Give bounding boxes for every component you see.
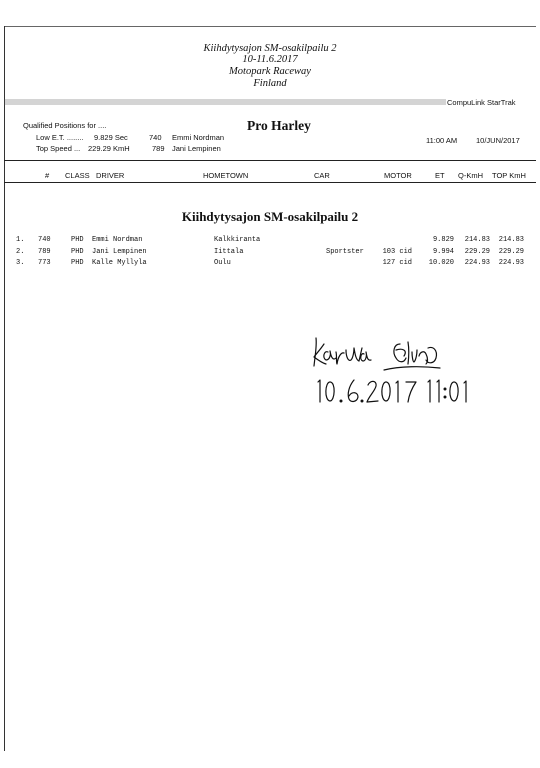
low-et-driver: Emmi Nordman <box>172 133 225 142</box>
row-class: PHD <box>71 236 84 244</box>
report-time: 11:00 AM <box>426 136 458 145</box>
row-topkmh: 214.83 <box>498 236 524 244</box>
row-qkmh: 214.83 <box>464 236 490 244</box>
row-qkmh: 224.93 <box>464 259 490 267</box>
row-motor: 127 cid <box>382 259 412 267</box>
row-hometown: Kalkkiranta <box>214 236 261 244</box>
row-driver: Emmi Nordman <box>92 236 143 244</box>
timing-system: CompuLink StarTrak <box>447 98 516 107</box>
row-car: Sportster <box>326 248 364 256</box>
dotted-separator <box>4 99 446 105</box>
col-topkmh: TOP KmH <box>492 171 526 180</box>
row-hometown: Oulu <box>214 259 231 267</box>
row-class: PHD <box>71 259 84 267</box>
row-topkmh: 224.93 <box>498 259 524 267</box>
row-pos: 1. <box>16 236 25 244</box>
header-rule-top <box>4 160 536 161</box>
handwritten-signature <box>300 330 470 410</box>
col-num: # <box>45 171 50 180</box>
col-class: CLASS <box>65 171 90 180</box>
section-title: Kiihdytysajon SM-osakilpailu 2 <box>181 209 359 224</box>
col-qkmh: Q-KmH <box>458 171 483 180</box>
row-pos: 3. <box>16 259 25 267</box>
col-hometown: HOMETOWN <box>203 171 249 180</box>
top-speed-driver: Jani Lempinen <box>172 144 221 153</box>
row-motor: 103 cid <box>382 248 412 256</box>
report-date: 10/JUN/2017 <box>476 136 520 145</box>
col-car: CAR <box>314 171 330 180</box>
col-motor: MOTOR <box>384 171 412 180</box>
col-et: ET <box>435 171 445 180</box>
low-et-number: 740 <box>149 133 162 142</box>
row-et: 9.994 <box>432 248 454 256</box>
top-speed-label: Top Speed ... <box>36 144 81 153</box>
row-num: 773 <box>38 259 51 267</box>
row-et: 10.020 <box>428 259 454 267</box>
event-venue: Motopark Raceway <box>229 66 311 77</box>
row-hometown: Iittala <box>214 248 244 256</box>
event-dates: 10-11.6.2017 <box>242 54 298 65</box>
row-et: 9.829 <box>432 236 454 244</box>
qualified-title: Qualified Positions for .... <box>23 121 107 130</box>
event-country: Finland <box>253 78 287 89</box>
top-speed-number: 789 <box>152 144 165 153</box>
top-speed-value: 229.29 KmH <box>88 144 130 153</box>
row-pos: 2. <box>16 248 25 256</box>
event-title: Kiihdytysajon SM-osakilpailu 2 <box>203 43 337 54</box>
page-left-border <box>4 26 5 751</box>
row-qkmh: 229.29 <box>464 248 490 256</box>
low-et-value: 9.829 Sec <box>94 133 128 142</box>
row-topkmh: 229.29 <box>498 248 524 256</box>
row-driver: Jani Lempinen <box>92 248 147 256</box>
row-num: 789 <box>38 248 51 256</box>
row-driver: Kalle Myllyla <box>92 259 147 267</box>
low-et-label: Low E.T. ........ <box>36 133 84 142</box>
col-driver: DRIVER <box>96 171 125 180</box>
page-top-border <box>4 26 536 27</box>
class-title: Pro Harley <box>247 118 311 133</box>
row-class: PHD <box>71 248 84 256</box>
row-num: 740 <box>38 236 51 244</box>
header-rule-bottom <box>4 182 536 183</box>
